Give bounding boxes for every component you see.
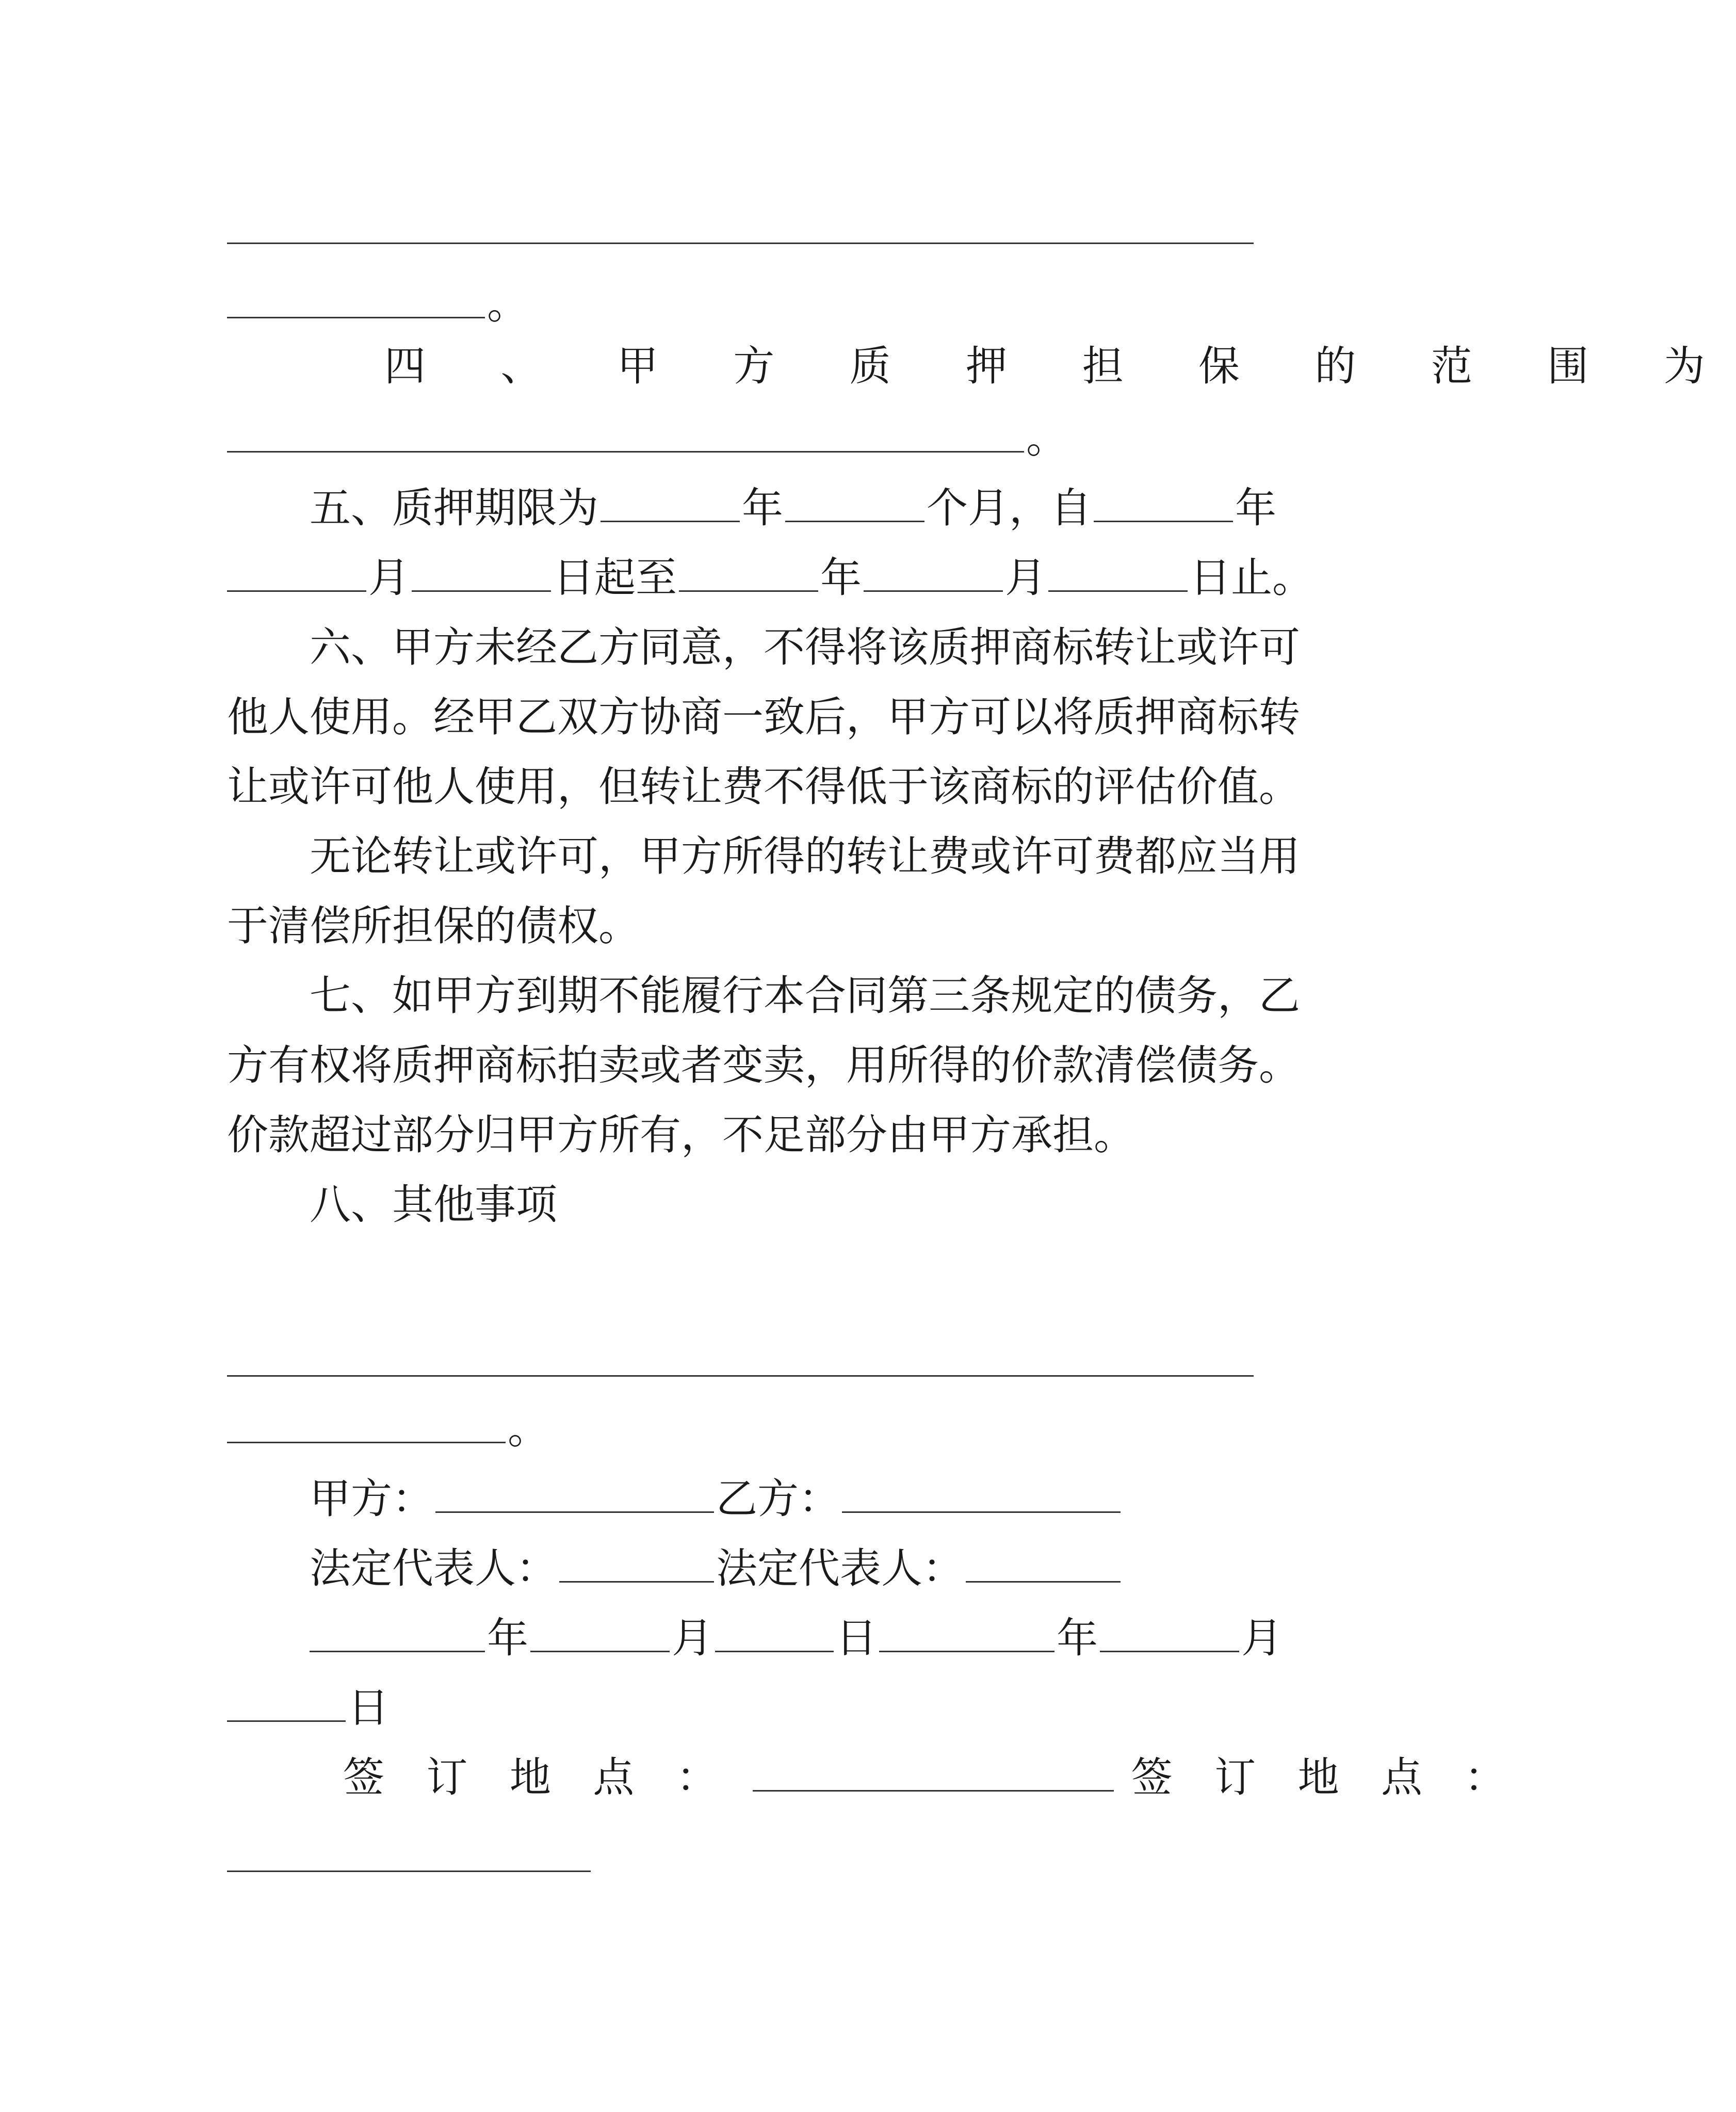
fill-blank[interactable] <box>227 281 485 318</box>
s7-line-2: 方有权将质押商标拍卖或者变卖，用所得的价款清偿债务。 <box>227 1041 1300 1089</box>
fill-blank[interactable] <box>227 554 366 592</box>
s4-label: 四 、 甲 方 质 押 担 保 的 范 围 为 <box>384 342 1736 390</box>
s8-end-line <box>227 1404 1295 1455</box>
fill-blank[interactable] <box>1048 554 1188 592</box>
period: 。 <box>487 280 528 328</box>
party-a-field[interactable] <box>435 1475 714 1513</box>
period: 。 <box>508 1405 549 1453</box>
party-a-label: 甲方： <box>310 1475 433 1523</box>
party-b-label: 乙方： <box>716 1475 840 1523</box>
year-a-field[interactable] <box>310 1615 485 1652</box>
date-line <box>310 1613 1377 1664</box>
place-a-label: 签 订 地 点 ： <box>343 1753 732 1801</box>
period: 。 <box>1026 414 1067 462</box>
party-b-field[interactable] <box>842 1475 1121 1513</box>
rep-b-label: 法定代表人： <box>716 1544 964 1592</box>
s5-text: 日止。 <box>1190 554 1313 602</box>
s7-line-3: 价款超过部分归甲方所有，不足部分由甲方承担。 <box>227 1111 1135 1159</box>
day-a-field[interactable] <box>715 1615 834 1652</box>
rep-a-field[interactable] <box>559 1545 714 1583</box>
s5-text: 日起至 <box>553 554 677 602</box>
s5-text: 月 <box>368 554 410 602</box>
s6-line-1: 六、甲方未经乙方同意，不得将该质押商标转让或许可 <box>310 623 1300 671</box>
fill-line[interactable] <box>227 1375 1254 1377</box>
year-b-field[interactable] <box>879 1615 1054 1652</box>
s5-text: 年 <box>1235 484 1276 532</box>
rep-b-field[interactable] <box>966 1545 1121 1583</box>
fill-blank[interactable] <box>864 554 1003 592</box>
rep-a-label: 法定代表人： <box>310 1544 557 1592</box>
fill-blank[interactable] <box>412 554 551 592</box>
s5-line-2 <box>227 552 1313 604</box>
fill-blank[interactable] <box>1094 485 1233 522</box>
day-label: 日 <box>348 1684 389 1732</box>
s5-text: 月 <box>1005 554 1046 602</box>
place-a-field[interactable] <box>753 1754 1114 1792</box>
s5-text: 年 <box>820 554 862 602</box>
s5-line-1 <box>310 482 1377 534</box>
year-label: 年 <box>487 1614 528 1662</box>
place-b-label: 签 订 地 点 ： <box>1131 1753 1520 1801</box>
s6-line-2: 他人使用。经甲乙双方协商一致后，甲方可以将质押商标转 <box>227 693 1300 741</box>
s4-heading <box>384 341 1736 392</box>
s5-text: 年 <box>742 484 783 532</box>
fill-line[interactable] <box>227 243 1254 244</box>
month-b-field[interactable] <box>1100 1615 1239 1652</box>
s6-line-4: 无论转让或许可，甲方所得的转让费或许可费都应当用 <box>310 832 1300 880</box>
s5-text: 五、质押期限为 <box>310 484 598 532</box>
s6-line-5: 于清偿所担保的债权。 <box>227 902 640 950</box>
s5-text: 个月，自 <box>927 484 1092 532</box>
day-label: 日 <box>836 1614 877 1662</box>
fill-blank[interactable] <box>227 415 1024 453</box>
s3-end-line <box>227 279 1295 330</box>
s8-heading: 八、其他事项 <box>310 1181 557 1229</box>
s6-line-3: 让或许可他人使用，但转让费不得低于该商标的评估价值。 <box>227 763 1300 811</box>
fill-blank[interactable] <box>679 554 818 592</box>
place-line <box>343 1752 1520 1803</box>
party-line <box>310 1473 1377 1525</box>
fill-blank[interactable] <box>601 485 740 522</box>
fill-blank[interactable] <box>227 1406 506 1443</box>
month-label: 月 <box>1241 1614 1283 1662</box>
s7-line-1: 七、如甲方到期不能履行本合同第三条规定的债务，乙 <box>310 972 1300 1020</box>
fill-blank[interactable] <box>785 485 924 522</box>
month-label: 月 <box>672 1614 713 1662</box>
rep-line <box>310 1543 1377 1594</box>
day-b-field[interactable] <box>227 1684 346 1722</box>
year-label: 年 <box>1057 1614 1098 1662</box>
s4-end-line <box>227 413 1295 464</box>
place-b-field[interactable] <box>227 1871 591 1872</box>
month-a-field[interactable] <box>530 1615 670 1652</box>
date-line-2 <box>227 1682 1295 1734</box>
